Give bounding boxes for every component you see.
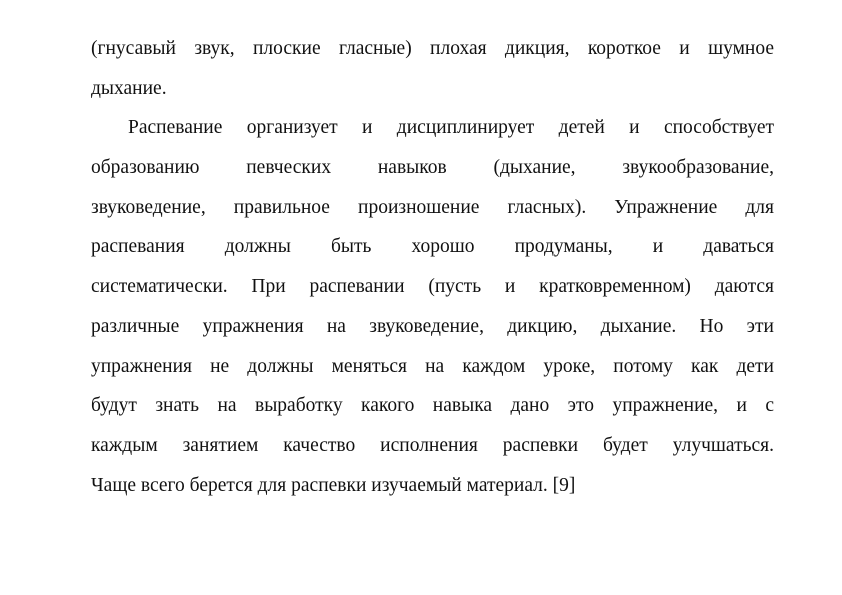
text-line: звуковедение, правильное произношение гласных). Упражнение для	[91, 196, 774, 218]
text-line: распевания должны быть хорошо продуманы, и даваться	[91, 236, 774, 258]
text-line: будут знать на выработку какого навыка дано это упражнение, и с	[91, 395, 774, 417]
text-line-last: Чаще всего берется для распевки изучаемый материал. [9]	[91, 474, 576, 496]
paragraph-first-line: Распевание организует и дисциплинирует детей и способствует	[128, 117, 774, 139]
text-line: систематически. При распевании (пусть и кратковременном) даются	[91, 276, 774, 298]
body-text	[91, 29, 774, 505]
text-line: каждым занятием качество исполнения распевки будет улучшаться.	[91, 434, 774, 456]
text-line: упражнения не должны меняться на каждом уроке, потому как дети	[91, 355, 774, 377]
text-line: дыхание.	[91, 77, 167, 99]
text-line: образованию певческих навыков (дыхание, звукообразование,	[91, 157, 774, 179]
text-line: (гнусавый звук, плоские гласные) плохая дикция, короткое и шумное	[91, 38, 774, 59]
text-line: различные упражнения на звуковедение, дикцию, дыхание. Но эти	[91, 315, 774, 337]
